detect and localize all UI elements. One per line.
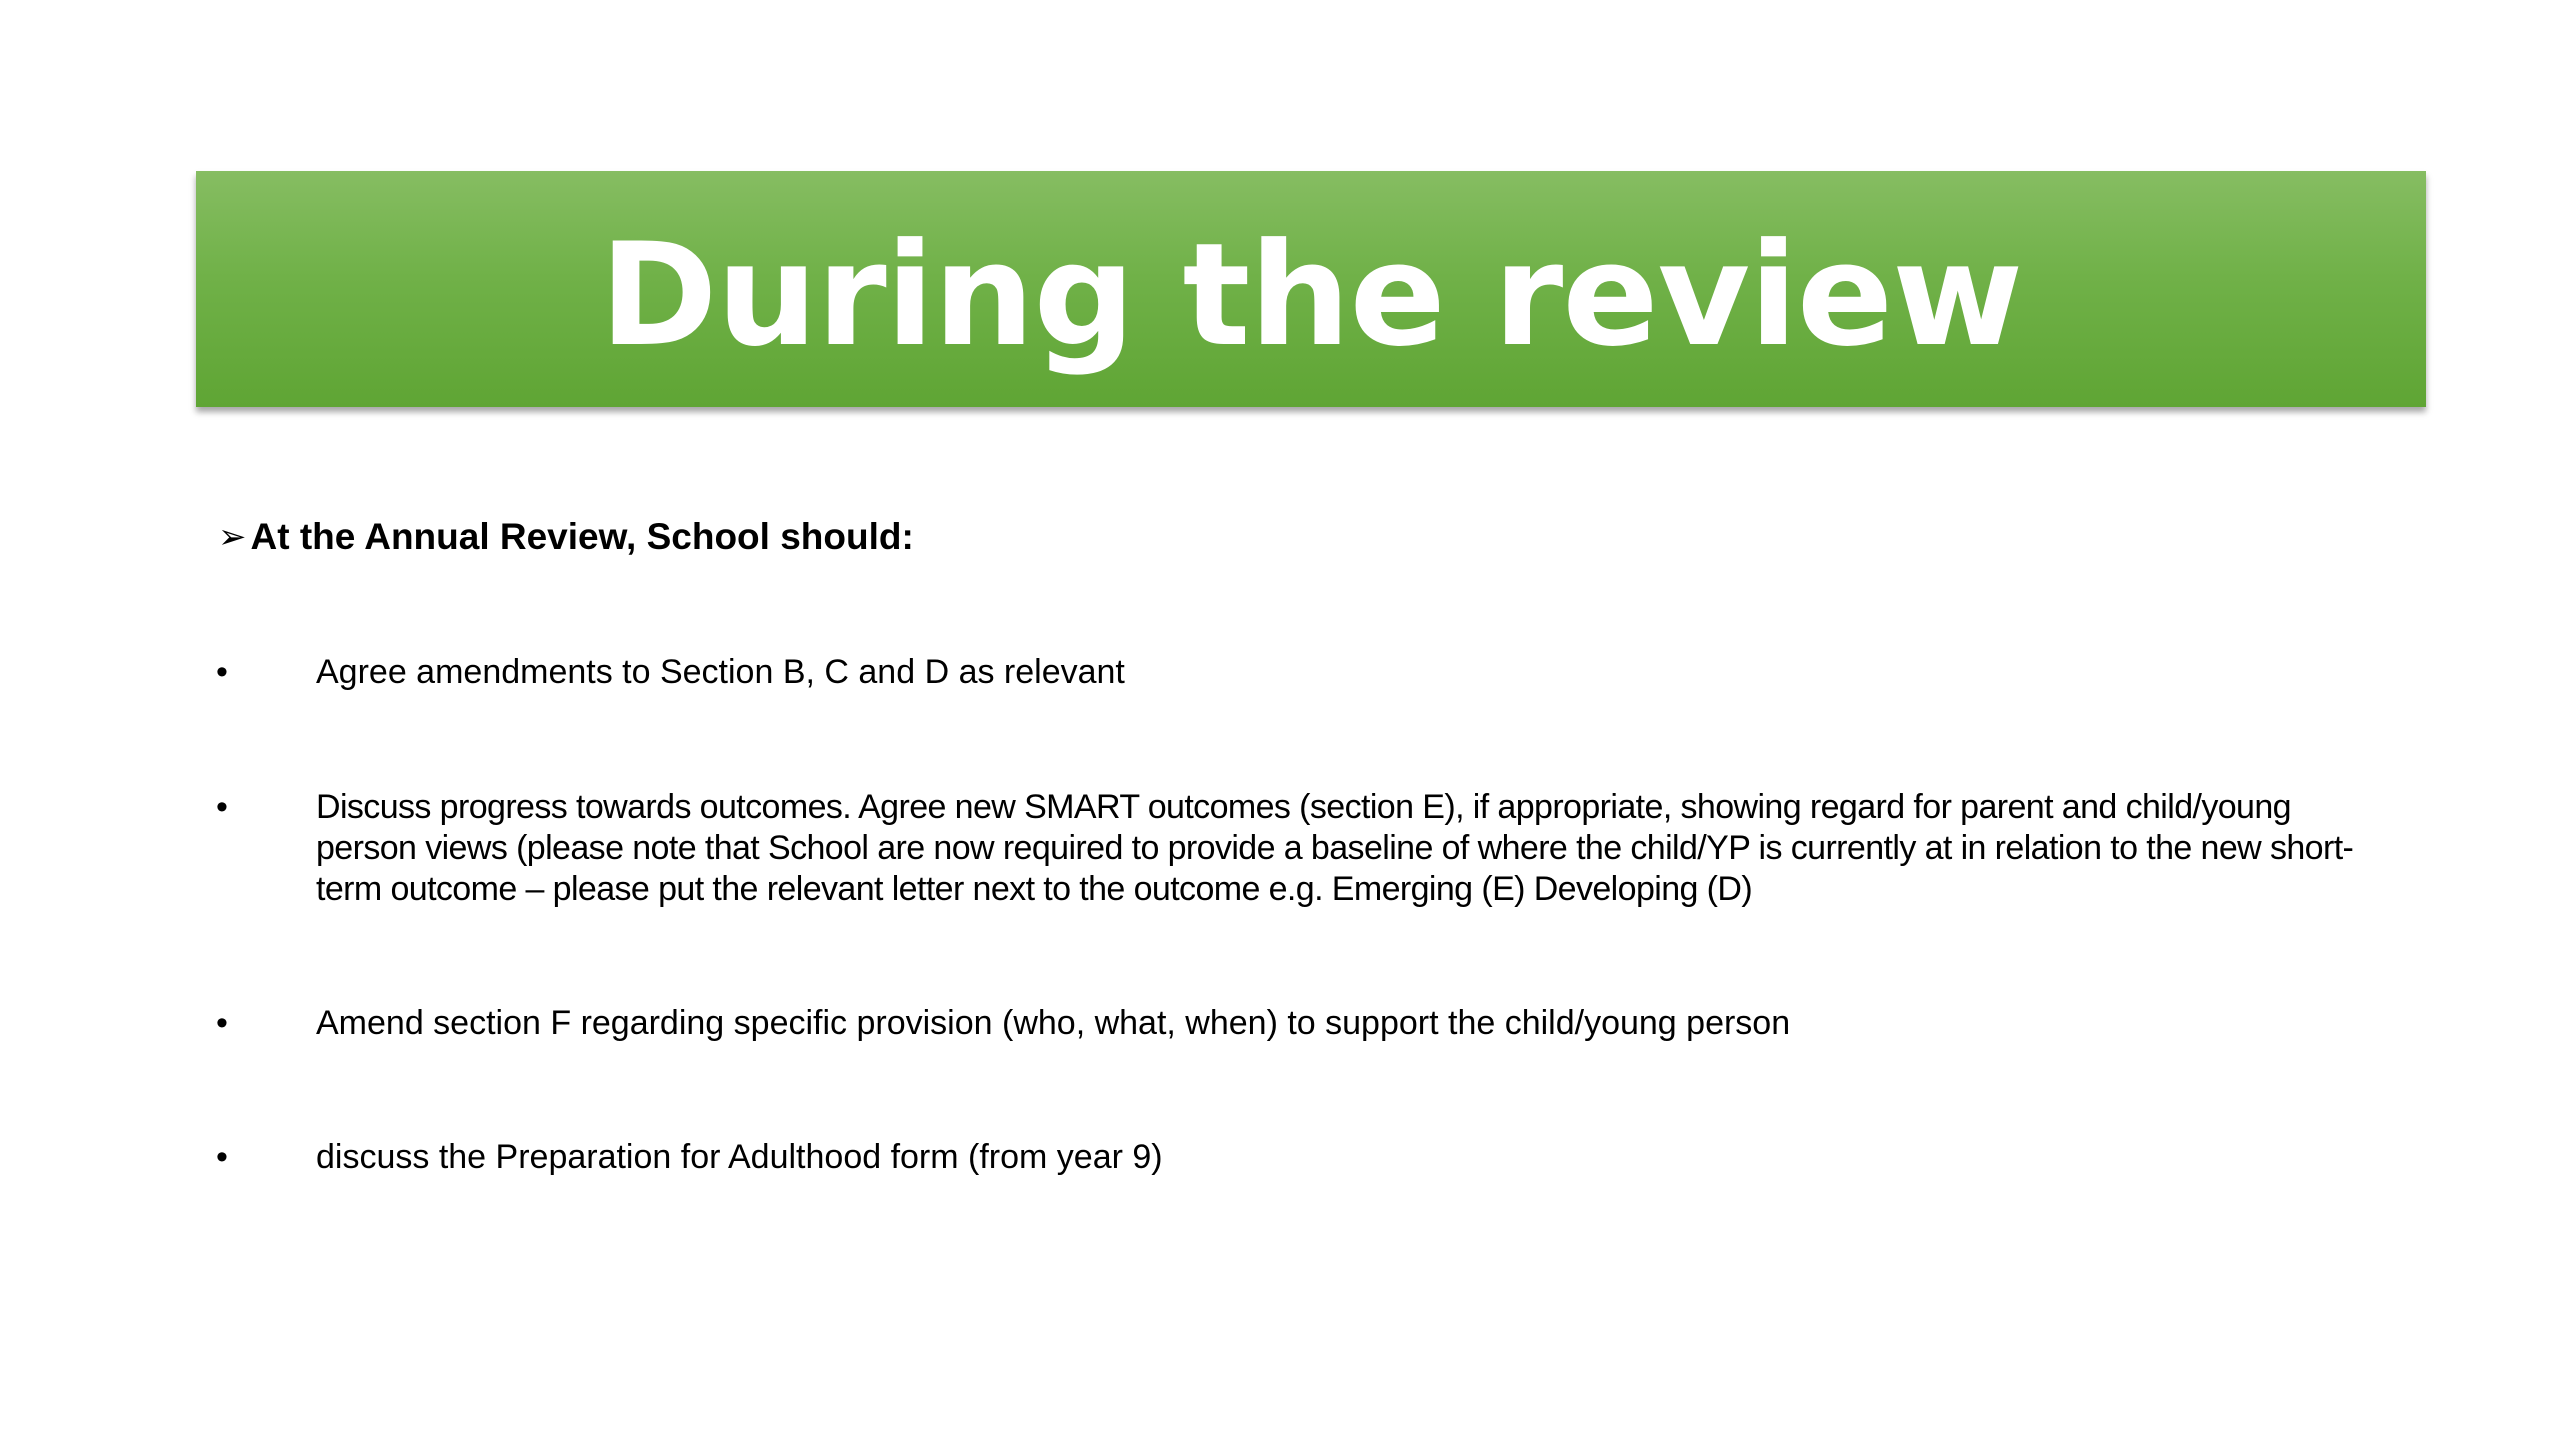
list-item-text: Discuss progress towards outcomes. Agree new SMART outcomes (section E), if appropriate, showing regard for parent and child/young person views (please note that School are now required to provide a baseline of where the child/YP is currently at in relation to the new short-term outcome – please put the relevant letter next to the outcome e.g. Emerging (E) Developing (D) [316,788,2354,908]
list-item [214,652,2394,693]
bullet-dot-icon: • [216,1004,228,1042]
list-item-text: discuss the Preparation for Adulthood form (from year 9) [316,1138,1163,1176]
list-item-text: Agree amendments to Section B, C and D as relevant [316,653,1125,691]
list-item [214,787,2394,910]
list-item [214,1003,2394,1044]
bullet-dot-icon: • [216,1138,228,1176]
title-banner [196,171,2426,407]
arrow-bullet-icon: ➢ [218,517,247,557]
list-item [214,1137,2394,1178]
lead-text: At the Annual Review, School should: [250,516,914,557]
slide-title: During the review [599,212,2023,378]
bullet-dot-icon: • [216,788,228,826]
lead-line [218,516,914,558]
bullet-dot-icon: • [216,653,228,691]
list-item-text: Amend section F regarding specific provision (who, what, when) to support the child/young person [316,1004,1791,1042]
